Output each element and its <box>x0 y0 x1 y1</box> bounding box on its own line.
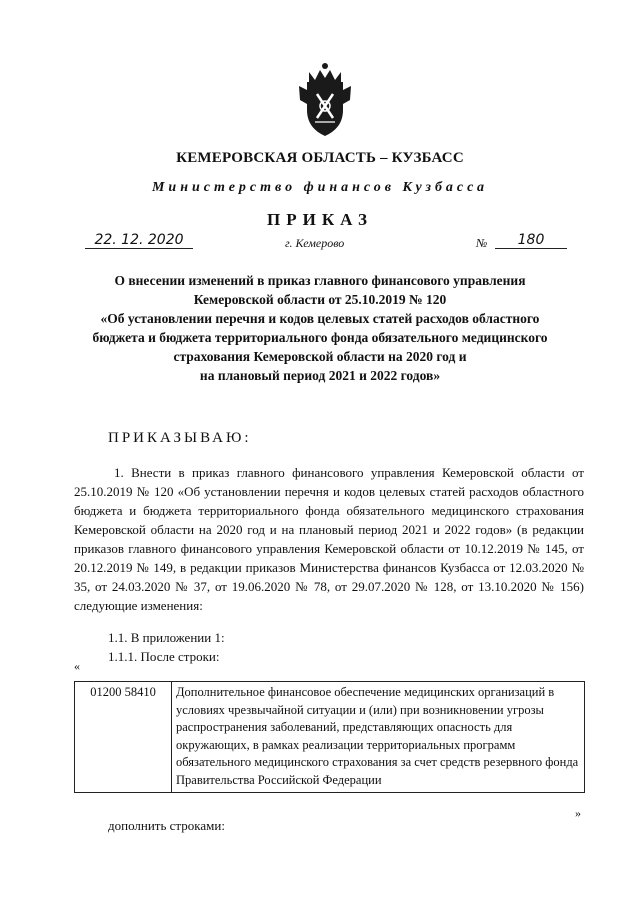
close-quote: » <box>575 806 581 820</box>
order-body <box>74 463 584 615</box>
target-code-cell: 01200 58410 <box>75 682 172 793</box>
order-date: 22. 12. 2020 <box>85 232 193 249</box>
item-1-1-1: 1.1.1. После строки: <box>108 649 220 664</box>
title-line: О внесении изменений в приказ главного финансового управления <box>114 273 526 288</box>
order-number: 180 <box>495 232 567 249</box>
document-type: ПРИКАЗ <box>267 210 373 229</box>
target-description-cell: Дополнительное финансовое обеспечение медицинских организаций в условиях чрезвычайной ситуации и (или) при возникновении угрозы распространения заболеваний, представляющих опасность для окружающих, в рамках реализации территориальных программ обязательного медицинского страхования за счет средств резервного фонда Правительства Российской Федерации <box>172 682 585 793</box>
order-title <box>70 271 570 385</box>
region-name: КЕМЕРОВСКАЯ ОБЛАСТЬ – КУЗБАСС <box>176 150 464 166</box>
title-line: Кемеровской области от 25.10.2019 № 120 <box>193 292 447 307</box>
title-line: на плановый период 2021 и 2022 годов» <box>199 368 441 383</box>
title-line: бюджета и бюджета территориального фонда обязательного медицинского <box>92 330 548 345</box>
target-items-table <box>74 681 585 793</box>
table-row <box>75 682 585 793</box>
coat-of-arms-emblem <box>295 60 355 140</box>
title-line: страхования Кемеровской области на 2020 год и <box>173 349 467 364</box>
city: г. Кемерово <box>285 236 345 250</box>
ministry-name: Министерство финансов Кузбасса <box>151 180 488 195</box>
item-1-1: 1.1. В приложении 1: <box>108 630 225 645</box>
open-quote: « <box>74 659 80 673</box>
addition-line: дополнить строками: <box>108 818 225 833</box>
title-line: «Об установлении перечня и кодов целевых статей расходов областного <box>100 311 540 326</box>
item-1-paragraph: 1. Внести в приказ главного финансового управления Кемеровской области от 25.10.2019 № 120 «Об установлении перечня и кодов целевых статей расходов областного бюджета и бюджета территориального фонда обязательного медицинского страхования Кемеровской области на 2020 год и на плановый период 2021 и 2022 годов» (в редакции приказов главного финансового управления Кемеровской области от 10.12.2019 № 145, от 20.12.2019 № 149, в редакции приказов Министерства финансов Кузбасса от 12.03.2020 № 35, от 24.03.2020 № 37, от 19.06.2020 № 78, от 29.07.2020 № 128, от 13.10.2020 № 156) следующие изменения: <box>74 465 584 613</box>
number-label: № <box>476 236 488 250</box>
order-word: ПРИКАЗЫВАЮ: <box>108 430 252 446</box>
